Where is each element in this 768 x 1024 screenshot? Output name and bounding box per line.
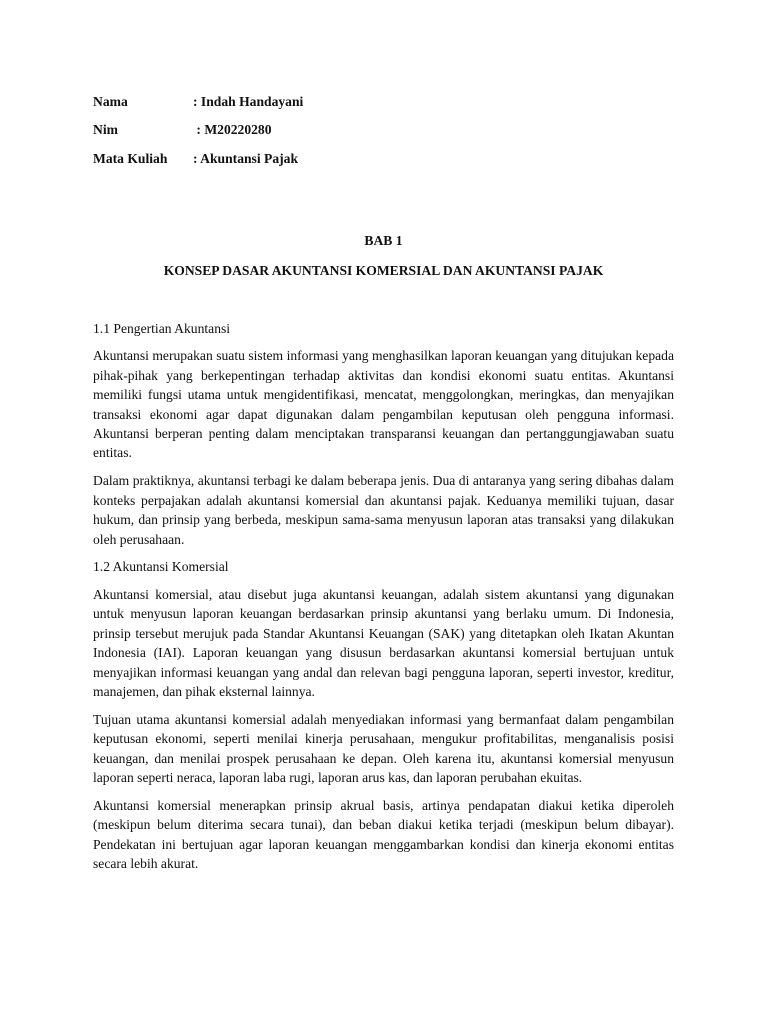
paragraph: Akuntansi komersial menerapkan prinsip akrual basis, artinya pendapatan diakui ketika diperoleh (meskipun belum diterima secara tunai), dan beban diakui ketika terjadi (meskipun belum dibayar). Pendekatan ini bertujuan agar laporan keuangan menggambarkan kondisi dan kinerja ekonomi entitas secara lebih akurat. [93, 797, 674, 872]
paragraph: Tujuan utama akuntansi komersial adalah menyediakan informasi yang bermanfaat dalam pengambilan keputusan ekonomi, seperti menilai kinerja perusahaan, mengukur profitabilitas, menganalisis posisi keuangan, dan menilai prospek perusahaan ke depan. Oleh karena itu, akuntansi komersial menyusun laporan seperti neraca, laporan laba rugi, laporan arus kas, dan laporan perubahan ekuitas. [93, 711, 674, 786]
student-identity [93, 87, 303, 173]
chapter-number: BAB 1 [364, 233, 403, 248]
paragraph: Akuntansi komersial, atau disebut juga akuntansi keuangan, adalah sistem akuntansi yang digunakan untuk menyusun laporan keuangan berdasarkan prinsip akuntansi yang berlaku umum. Di Indonesia, prinsip tersebut merujuk pada Standar Akuntansi Keuangan (SAK) yang ditetapkan oleh Ikatan Akuntan Indonesia (IAI). Laporan keuangan yang disusun berdasarkan akuntansi komersial bertujuan untuk menyajikan informasi keuangan yang andal dan relevan bagi pengguna laporan, seperti investor, kreditur, manajemen, dan pihak eksternal lainnya. [93, 586, 674, 699]
identity-label: Nim [93, 122, 118, 138]
identity-value: : M20220280 [193, 122, 272, 138]
chapter-title: KONSEP DASAR AKUNTANSI KOMERSIAL DAN AKUNTANSI PAJAK [163, 263, 604, 278]
identity-row-name [93, 87, 303, 116]
paragraph: Akuntansi merupakan suatu sistem informasi yang menghasilkan laporan keuangan yang ditujukan kepada pihak-pihak yang berkepentingan terhadap aktivitas dan kondisi ekonomi suatu entitas. Akuntansi memiliki fungsi utama untuk mengidentifikasi, mencatat, menggolongkan, meringkas, dan menyajikan transaksi ekonomi agar dapat digunakan dalam pengambilan keputusan oleh pengguna informasi. Akuntansi berperan penting dalam menciptakan transparansi keuangan dan pertanggungjawaban suatu entitas. [93, 348, 674, 461]
document-body [93, 319, 674, 882]
identity-value: : Indah Handayani [193, 93, 304, 109]
identity-value: : Akuntansi Pajak [193, 150, 299, 166]
identity-row-course [93, 144, 303, 173]
identity-label: Nama [93, 93, 128, 109]
identity-label: Mata Kuliah [93, 150, 168, 166]
paragraph: Dalam praktiknya, akuntansi terbagi ke dalam beberapa jenis. Dua di antaranya yang sering dibahas dalam konteks perpajakan adalah akuntansi komersial dan akuntansi pajak. Keduanya memiliki tujuan, dasar hukum, dan prinsip yang berbeda, meskipun sama-sama menyusun laporan atas transaksi yang dilakukan oleh perusahaan. [93, 473, 674, 547]
section-heading: 1.2 Akuntansi Komersial [93, 559, 229, 575]
identity-row-nim [93, 116, 303, 145]
section-heading: 1.1 Pengertian Akuntansi [93, 321, 231, 336]
